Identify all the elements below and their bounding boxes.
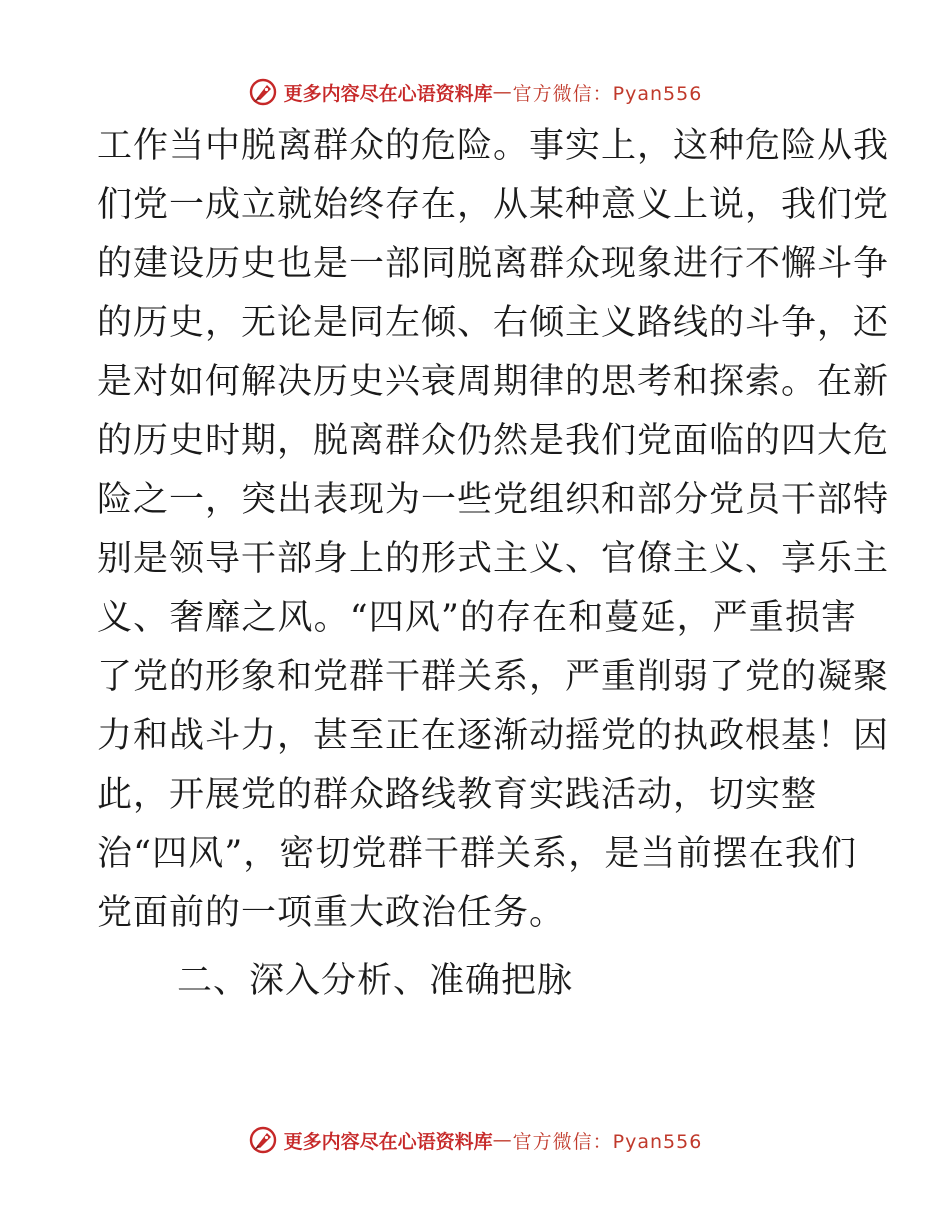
pen-nib-circle-icon	[248, 77, 278, 107]
section-heading: 二、深入分析、准确把脉	[177, 961, 574, 1001]
body-line: 们党一成立就始终存在，从某种意义上说，我们党	[97, 185, 890, 225]
body-line: 了党的形象和党群干群关系，严重削弱了党的凝聚	[97, 657, 890, 697]
body-line: 是对如何解决历史兴衰周期律的思考和探索。在新	[97, 362, 890, 402]
body-line: 义、奢靡之风。“四风”的存在和蔓延，严重损害	[97, 598, 857, 638]
body-line: 的历史时期，脱离群众仍然是我们党面临的四大危	[97, 421, 890, 461]
body-line: 此，开展党的群众路线教育实践活动，切实整	[97, 775, 818, 815]
header-banner	[0, 72, 950, 112]
footer-dash: —	[492, 1129, 513, 1151]
body-line: 力和战斗力，甚至正在逐渐动摇党的执政根基！因	[97, 716, 890, 756]
body-line: 治“四风”，密切党群干群关系，是当前摆在我们	[97, 834, 857, 874]
body-line: 的历史，无论是同左倾、右倾主义路线的斗争，还	[97, 303, 890, 343]
body-line: 别是领导干部身上的形式主义、官僚主义、享乐主	[97, 539, 890, 579]
body-line: 工作当中脱离群众的危险。事实上，这种危险从我	[97, 126, 890, 166]
header-title: 更多内容尽在心语资料库	[283, 82, 493, 105]
body-paragraph	[97, 117, 890, 943]
footer-contact: 官方微信：Pyan556	[512, 1130, 703, 1153]
footer-title: 更多内容尽在心语资料库	[283, 1130, 493, 1153]
body-line: 的建设历史也是一部同脱离群众现象进行不懈斗争	[97, 244, 890, 284]
header-dash: —	[492, 81, 513, 103]
pen-nib-circle-icon	[248, 1125, 278, 1155]
body-line: 险之一，突出表现为一些党组织和部分党员干部特	[97, 480, 890, 520]
footer-banner	[0, 1120, 950, 1160]
header-contact: 官方微信：Pyan556	[512, 82, 703, 105]
body-line: 党面前的一项重大政治任务。	[97, 893, 566, 933]
